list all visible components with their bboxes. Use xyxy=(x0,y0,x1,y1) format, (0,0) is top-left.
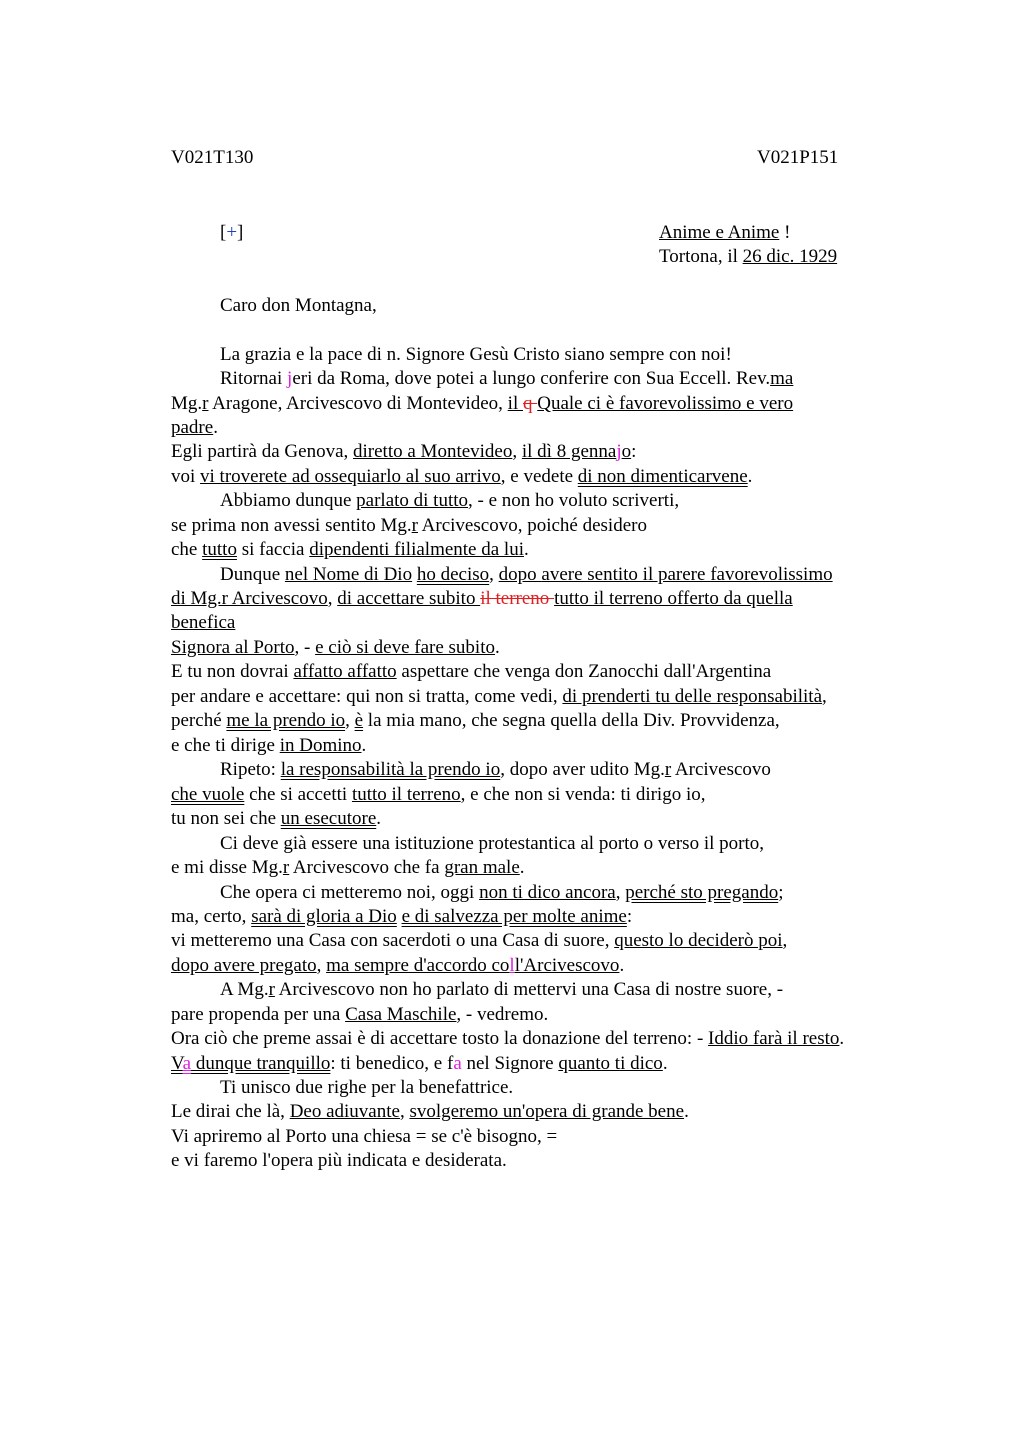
letter-line: e che ti dirige in Domino. xyxy=(171,735,367,756)
motto: Anime e Anime ! xyxy=(659,222,791,243)
letter-line: A Mg.r Arcivescovo non ho parlato di mettervi una Casa di nostre suore, - xyxy=(220,979,784,1000)
letter-line: Ripeto: la responsabilità la prendo io, dopo aver udito Mg.r Arcivescovo xyxy=(220,759,771,780)
salutation: Caro don Montagna, xyxy=(220,295,377,316)
letter-line: E tu non dovrai affatto affatto aspettare che venga don Zanocchi dall'Argentina xyxy=(171,661,772,682)
letter-line: Ora ciò che preme assai è di accettare tosto la donazione del terreno: - Iddio farà il resto. xyxy=(171,1028,845,1049)
letter-line: per andare e accettare: qui non si tratta, come vedi, di prenderti tu delle responsabilità, xyxy=(171,686,827,707)
letter-line: pare propenda per una Casa Maschile, - vedremo. xyxy=(171,1004,549,1025)
letter-line: Che opera ci metteremo noi, oggi non ti dico ancora, perché sto pregando; xyxy=(220,882,784,903)
letter-line: padre. xyxy=(171,417,218,438)
letter-line: Dunque nel Nome di Dio ho deciso, dopo avere sentito il parere favorevolissimo xyxy=(220,564,833,585)
letter-line: Egli partirà da Genova, diretto a Montevideo, il dì 8 gennajo: xyxy=(171,441,637,462)
letter-line: Ritornai jeri da Roma, dove potei a lungo conferire con Sua Eccell. Rev.ma xyxy=(220,368,794,389)
letter-line: benefica xyxy=(171,612,236,633)
letter-line: dopo avere pregato, ma sempre d'accordo coll'Arcivescovo. xyxy=(171,955,625,976)
letter-line: Vi apriremo al Porto una chiesa = se c'è bisogno, = xyxy=(171,1126,558,1147)
place-date: Tortona, il 26 dic. 1929 xyxy=(659,246,838,267)
letter-line: di Mg.r Arcivescovo, di accettare subito il terreno tutto il terreno offerto da quella xyxy=(171,588,793,609)
letter-line: voi vi troverete ad ossequiarlo al suo arrivo, e vedete di non dimenticarvene. xyxy=(171,466,753,487)
letter-line: Abbiamo dunque parlato di tutto, - e non ho voluto scriverti, xyxy=(220,490,680,511)
letter-line: che tutto si faccia dipendenti filialmente da lui. xyxy=(171,539,529,560)
letter-line: Mg.r Aragone, Arcivescovo di Montevideo, il q Quale ci è favorevolissimo e vero xyxy=(171,393,794,414)
letter-line: Ti unisco due righe per la benefattrice. xyxy=(220,1077,514,1098)
letter-line: Ci deve già essere una istituzione protestantica al porto o verso il porto, xyxy=(220,833,764,854)
letter-line: che vuole che si accetti tutto il terreno, e che non si venda: ti dirigo io, xyxy=(171,784,706,805)
letter-line: ma, certo, sarà di gloria a Dio e di salvezza per molte anime: xyxy=(171,906,633,927)
letter-line: La grazia e la pace di n. Signore Gesù Cristo siano sempre con noi! xyxy=(220,344,732,365)
letter-line: Signora al Porto, - e ciò si deve fare subito. xyxy=(171,637,500,658)
letter-line: Le dirai che là, Deo adiuvante, svolgeremo un'opera di grande bene. xyxy=(171,1101,689,1122)
letter-line: perché me la prendo io, è la mia mano, che segna quella della Div. Provvidenza, xyxy=(171,710,780,731)
letter-line: e mi disse Mg.r Arcivescovo che fa gran male. xyxy=(171,857,525,878)
header-right-code: V021P151 xyxy=(757,147,839,168)
letter-line: e vi faremo l'opera più indicata e desiderata. xyxy=(171,1150,507,1171)
letter-line: se prima non avessi sentito Mg.r Arcivescovo, poiché desidero xyxy=(171,515,647,536)
letter-line: Va dunque tranquillo: ti benedico, e fa nel Signore quanto ti dico. xyxy=(171,1053,668,1074)
header-left-code: V021T130 xyxy=(171,147,254,168)
plus-marker: [+] xyxy=(220,222,244,243)
plus-icon: + xyxy=(226,222,238,243)
letter-line: vi metteremo una Casa con sacerdoti o una Casa di suore, questo lo deciderò poi, xyxy=(171,930,788,951)
letter-line: tu non sei che un esecutore. xyxy=(171,808,381,829)
